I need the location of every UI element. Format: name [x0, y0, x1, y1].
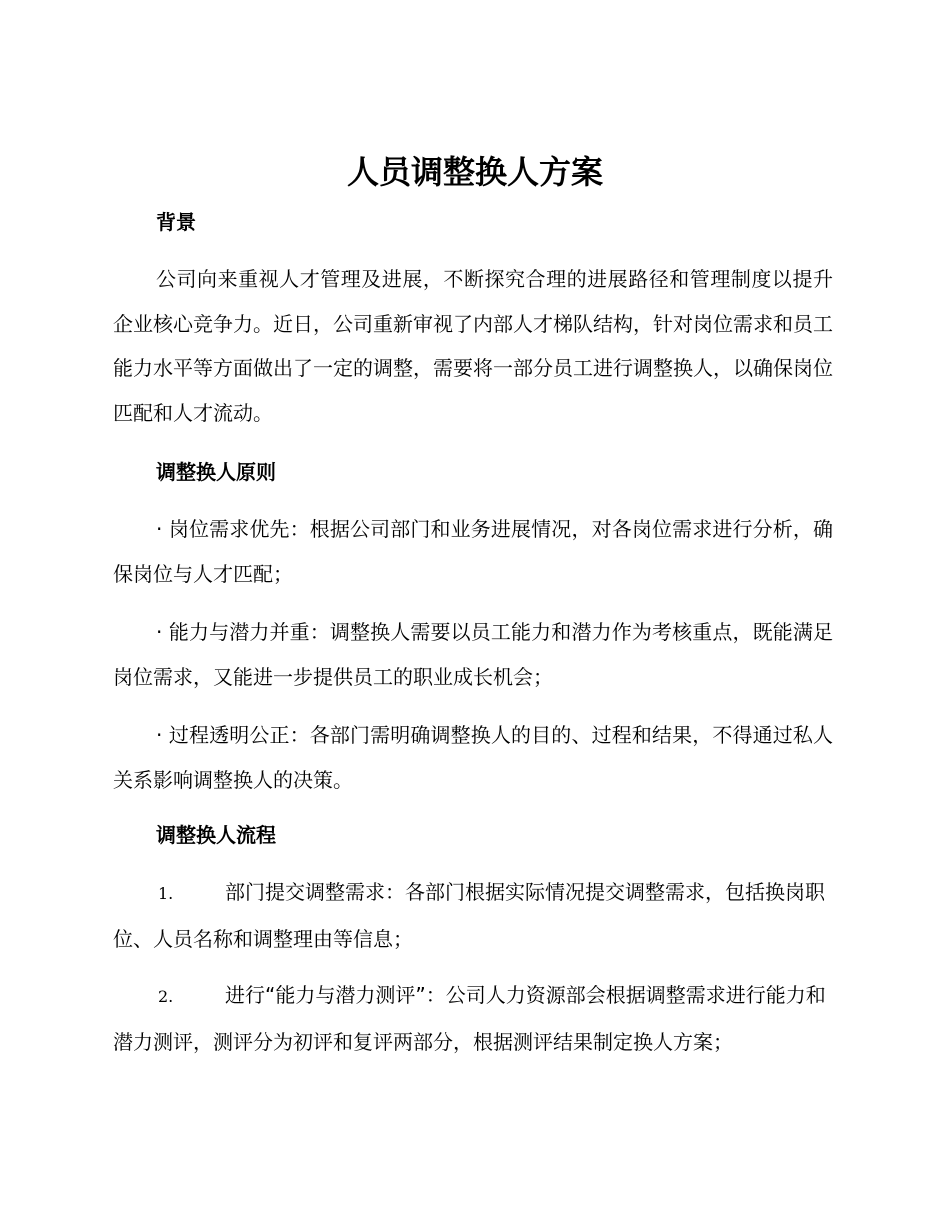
process-step-number: 1.	[158, 884, 174, 903]
background-paragraph: 公司向来重视人才管理及进展，不断探究合理的进展路径和管理制度以提升企业核心竞争力。近日，公司重新审视了内部人才梯队结构，针对岗位需求和员工能力水平等方面做出了一定的调整，需要将一部分员工进行调整换人，以确保岗位匹配和人才流动。	[113, 267, 833, 425]
principle-item-transparency: · 过程透明公正：各部门需明确调整换人的目的、过程和结果，不得通过私人关系影响调整换人的决策。	[113, 723, 833, 792]
process-step-number: 2.	[158, 987, 174, 1006]
process-step-text: 部门提交调整需求：各部门根据实际情况提交调整需求，包括换岗职位、人员名称和调整理由等信息；	[113, 880, 825, 951]
process-step-text: 进行“能力与潜力测评”：公司人力资源部会根据调整需求进行能力和潜力测评，测评分为初评和复评两部分，根据测评结果制定换人方案；	[113, 983, 826, 1054]
principle-item-ability: · 能力与潜力并重：调整换人需要以员工能力和潜力作为考核重点，既能满足岗位需求，又能进一步提供员工的职业成长机会；	[113, 620, 833, 689]
process-step	[113, 870, 833, 961]
principle-item-priority: · 岗位需求优先：根据公司部门和业务进展情况，对各岗位需求进行分析，确保岗位与人才匹配；	[113, 517, 833, 586]
process-step	[113, 973, 833, 1064]
section-heading-process: 调整换人流程	[156, 823, 276, 847]
section-heading-background: 背景	[156, 210, 196, 234]
document-title: 人员调整换人方案	[346, 153, 603, 191]
section-heading-principles: 调整换人原则	[156, 460, 276, 484]
